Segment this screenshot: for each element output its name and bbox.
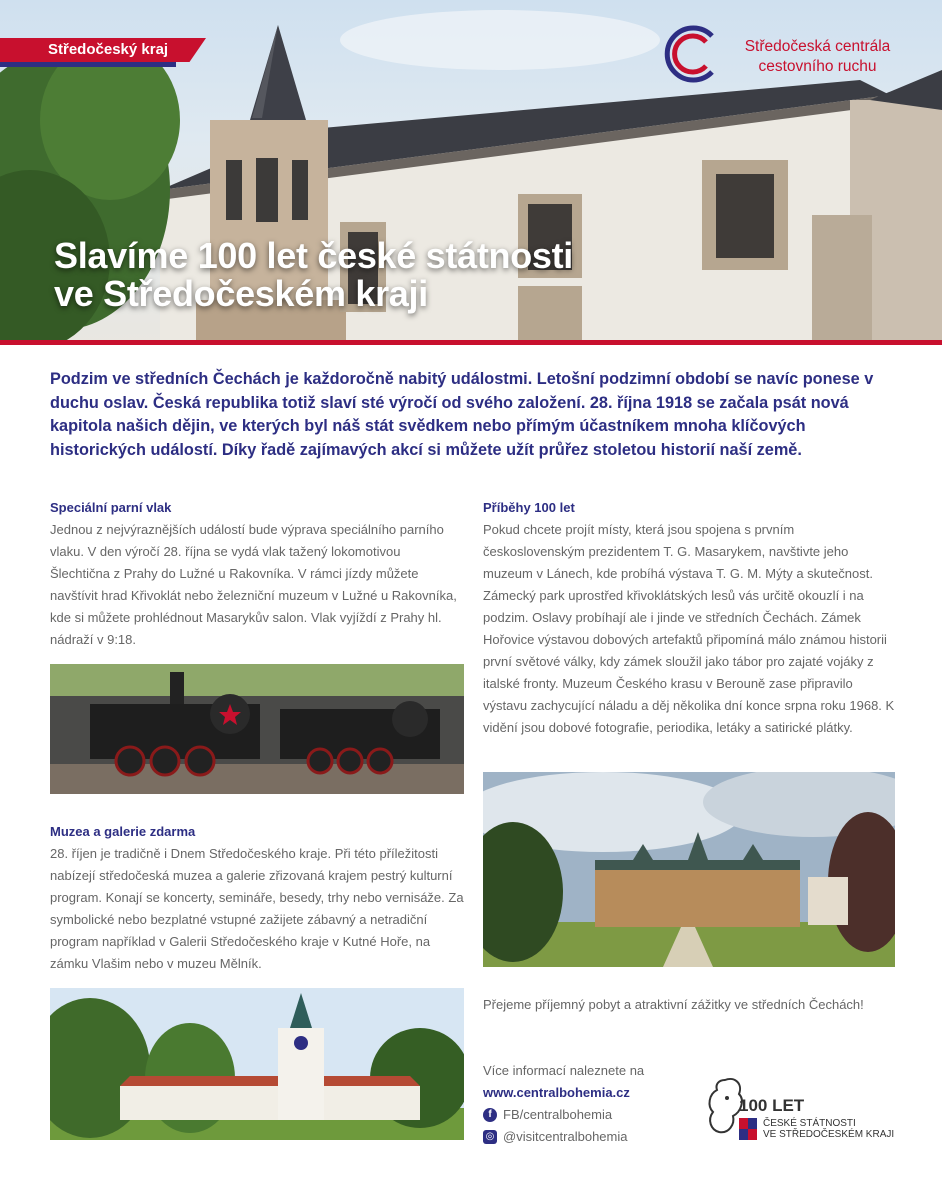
page-title [54,237,573,313]
facebook-link[interactable] [483,1104,644,1126]
contact-intro: Více informací naleznete na [483,1063,645,1078]
section-stories-heading: Příběhy 100 let [483,500,575,515]
facebook-icon: f [483,1108,497,1122]
chateau-photo [50,988,464,1140]
contact-block [483,1060,644,1148]
badge-subtitle [763,1118,894,1140]
closing-text: Přejeme příjemný pobyt a atraktivní zážitky ve středních Čechách! [483,997,864,1012]
c-logo-icon [660,22,724,86]
lany-castle-photo [483,772,895,967]
section-train [50,497,464,651]
section-museums-heading: Muzea a galerie zdarma [50,824,196,839]
website-link[interactable]: www.centralbohemia.cz [483,1085,630,1100]
chateau-image [50,988,464,1140]
train-photo [50,664,464,794]
closing-note [483,994,895,1016]
section-train-heading: Speciální parní vlak [50,500,172,515]
logo-line-1: Středočeská centrála [744,38,891,55]
castle-park-image [483,772,895,967]
instagram-handle: @visitcentralbohemia [503,1129,628,1144]
title-line-1: Slavíme 100 let české státnosti [54,235,573,276]
section-museums [50,821,464,975]
facebook-handle: FB/centralbohemia [503,1107,613,1122]
coat-of-arms-icon [739,1118,757,1140]
lead-paragraph: Podzim ve středních Čechách je každoročně nabitý událostmi. Letošní podzimní období se navíc ponese v duchu oslav. Česká republika totiž slaví sté výročí od svého založení. 28. října 1918 se začala psát nová kapitola našich dějin, ve kterých byl náš stát svědkem nebo přímým účastníkem mnoha klíčových historických událostí. Díky řadě zajímavých akcí si můžete užít průřez stoletou historií naší země. [50,370,874,459]
hero-divider [0,340,942,345]
section-train-text: Jednou z nejvýraznějších událostí bude výprava speciálního parního vlaku. V den výročí 28. října se vydá vlak tažený lokomotivou Šlechtična z Prahy do Lužné u Rakovníka. V rámci jízdy můžete navštívit hrad Křivoklát nebo železniční muzeum v Lužné u Rakovníka, kde si můžete prohlédnout Masarykův salon. Vlak vyjíždí z Prahy hl. nádraží v 9:18. [50,522,457,647]
title-line-2: ve Středočeském kraji [54,273,428,314]
logo-line-2: cestovního ruchu [758,58,877,75]
instagram-icon: ◎ [483,1130,497,1144]
tourism-logo [660,22,920,86]
locomotive-image [50,664,464,794]
section-museums-text: 28. říjen je tradičně i Dnem Středočeského kraje. Při této příležitosti nabízejí středočeská muzea a galerie zřizovaná krajem pestrý kulturní program. Konají se koncerty, semináře, besedy, trhy nebo vernisáže. Za symbolické nebo bezplatné vstupné zažijete zábavný a netradiční program například v Galerii Středočeského kraje v Kutné Hoře, na zámku Vlašim nebo v muzeu Mělník. [50,846,464,971]
centenary-badge [705,1072,905,1152]
section-stories-text: Pokud chcete projít místy, která jsou spojena s prvním československým prezidentem T. G. Masarykem, navštivte jeho muzeum v Lánech, kde probíhá výstava T. G. M. Mýty a skutečnost. Zámecký park uprostřed křivoklátských lesů vás určitě okouzlí i na podzim. Oslavy probíhají ale i jinde ve středních Čechách. Zámek Hořovice výstavou dobových artefaktů připomíná málo známou historii první světové války, kdy zámek sloužil jako tábor pro zajaté vojáky z italské fronty. Muzeum Českého krasu v Berouně zase připravilo výstavu zachycující náladu a děj několika dní konce srpna roku 1968. K vidění jsou dobové fotografie, periodika, letáky a satirické plátky. [483,522,895,735]
instagram-link[interactable] [483,1126,644,1148]
badge-title: 100 LET [739,1096,805,1115]
region-tag-label: Středočeský kraj [48,41,169,58]
region-tag [0,38,206,62]
section-stories [483,497,895,739]
badge-line-1: ČESKÉ STÁTNOSTI [763,1118,856,1129]
badge-line-2: VE STŘEDOČESKÉM KRAJI [763,1129,895,1140]
